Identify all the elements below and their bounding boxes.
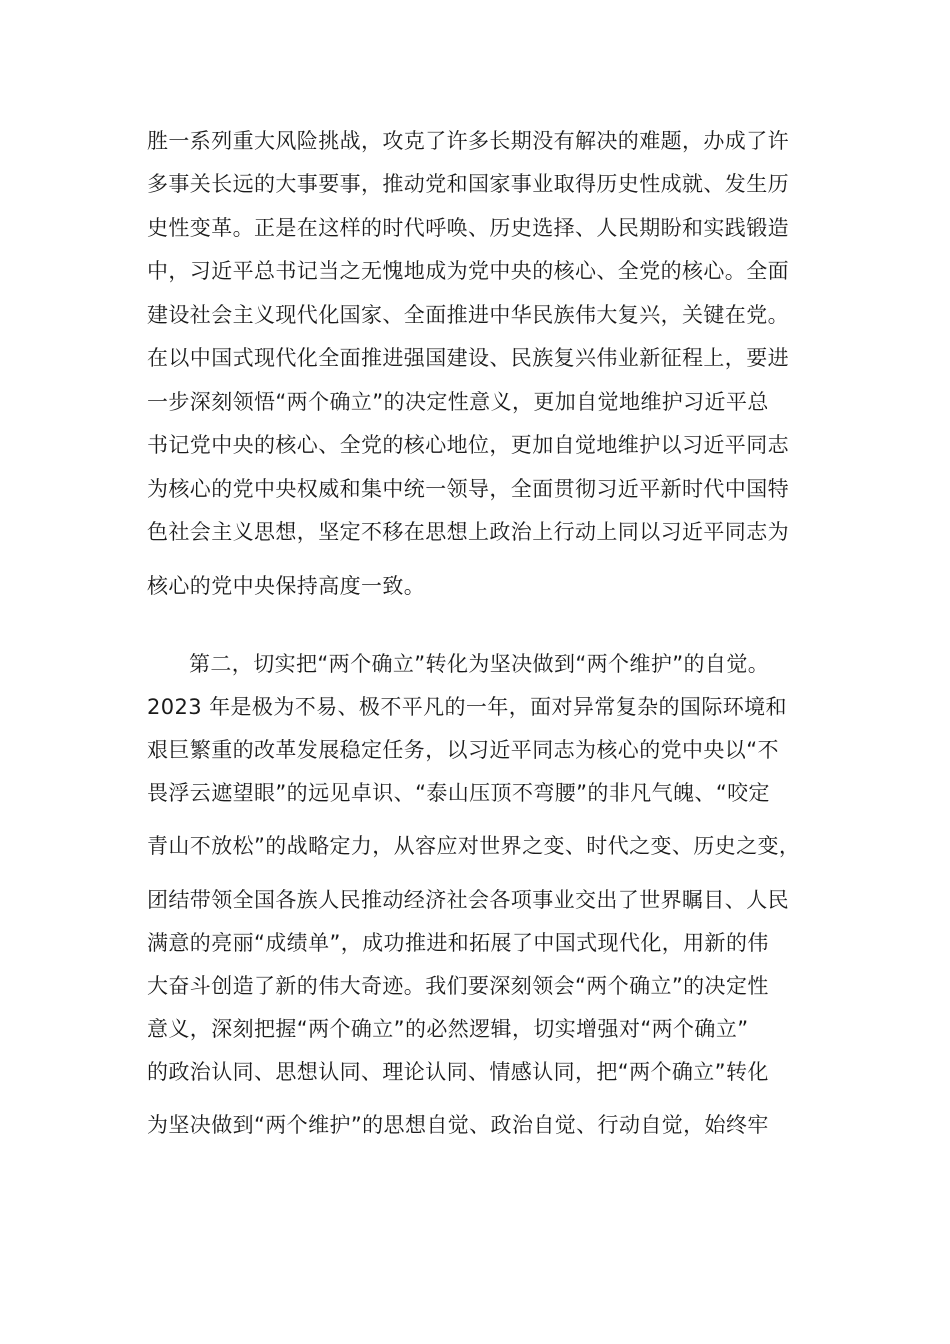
paragraph-line: 中，习近平总书记当之无愧地成为党中央的核心、全党的核心。全面 xyxy=(147,259,789,283)
paragraph-line: 书记党中央的核心、全党的核心地位，更加自觉地维护以习近平同志 xyxy=(147,433,789,457)
paragraph-line: 多事关长远的大事要事，推动党和国家事业取得历史性成就、发生历 xyxy=(147,172,789,196)
paragraph-heading-line: 第二，切实把“两个确立”转化为坚决做到“两个维护”的自觉。 xyxy=(189,652,770,676)
paragraph-line: 的政治认同、思想认同、理论认同、情感认同，把“两个确立”转化 xyxy=(147,1060,769,1084)
paragraph-line: 畏浮云遮望眼”的远见卓识、“泰山压顶不弯腰”的非凡气魄、“咬定 xyxy=(147,781,770,805)
paragraph-line: 为坚决做到“两个维护”的思想自觉、政治自觉、行动自觉，始终牢 xyxy=(147,1113,769,1137)
paragraph-line: 2023 年是极为不易、极不平凡的一年，面对异常复杂的国际环境和 xyxy=(147,695,787,719)
paragraph-line: 为核心的党中央权威和集中统一领导，全面贯彻习近平新时代中国特 xyxy=(147,477,789,501)
paragraph-line: 团结带领全国各族人民推动经济社会各项事业交出了世界瞩目、人民 xyxy=(147,888,789,912)
paragraph-line: 一步深刻领悟“两个确立”的决定性意义，更加自觉地维护习近平总 xyxy=(147,390,769,414)
paragraph-line: 史性变革。正是在这样的时代呼唤、历史选择、人民期盼和实践锻造 xyxy=(147,216,789,240)
paragraph-line: 核心的党中央保持高度一致。 xyxy=(147,574,426,598)
paragraph-line: 胜一系列重大风险挑战，攻克了许多长期没有解决的难题，办成了许 xyxy=(147,129,789,153)
paragraph-line: 大奋斗创造了新的伟大奇迹。我们要深刻领会“两个确立”的决定性 xyxy=(147,974,769,998)
paragraph-line: 艰巨繁重的改革发展稳定任务，以习近平同志为核心的党中央以“不 xyxy=(147,738,779,762)
paragraph-line: 满意的亮丽“成绩单”，成功推进和拓展了中国式现代化，用新的伟 xyxy=(147,931,769,955)
paragraph-line: 青山不放松”的战略定力，从容应对世界之变、时代之变、历史之变， xyxy=(147,834,801,858)
paragraph-line: 色社会主义思想，坚定不移在思想上政治上行动上同以习近平同志为 xyxy=(147,520,789,544)
paragraph-line: 建设社会主义现代化国家、全面推进中华民族伟大复兴，关键在党。 xyxy=(147,303,789,327)
paragraph-line: 在以中国式现代化全面推进强国建设、民族复兴伟业新征程上，要进 xyxy=(147,346,789,370)
paragraph-line: 意义，深刻把握“两个确立”的必然逻辑，切实增强对“两个确立” xyxy=(147,1017,749,1041)
